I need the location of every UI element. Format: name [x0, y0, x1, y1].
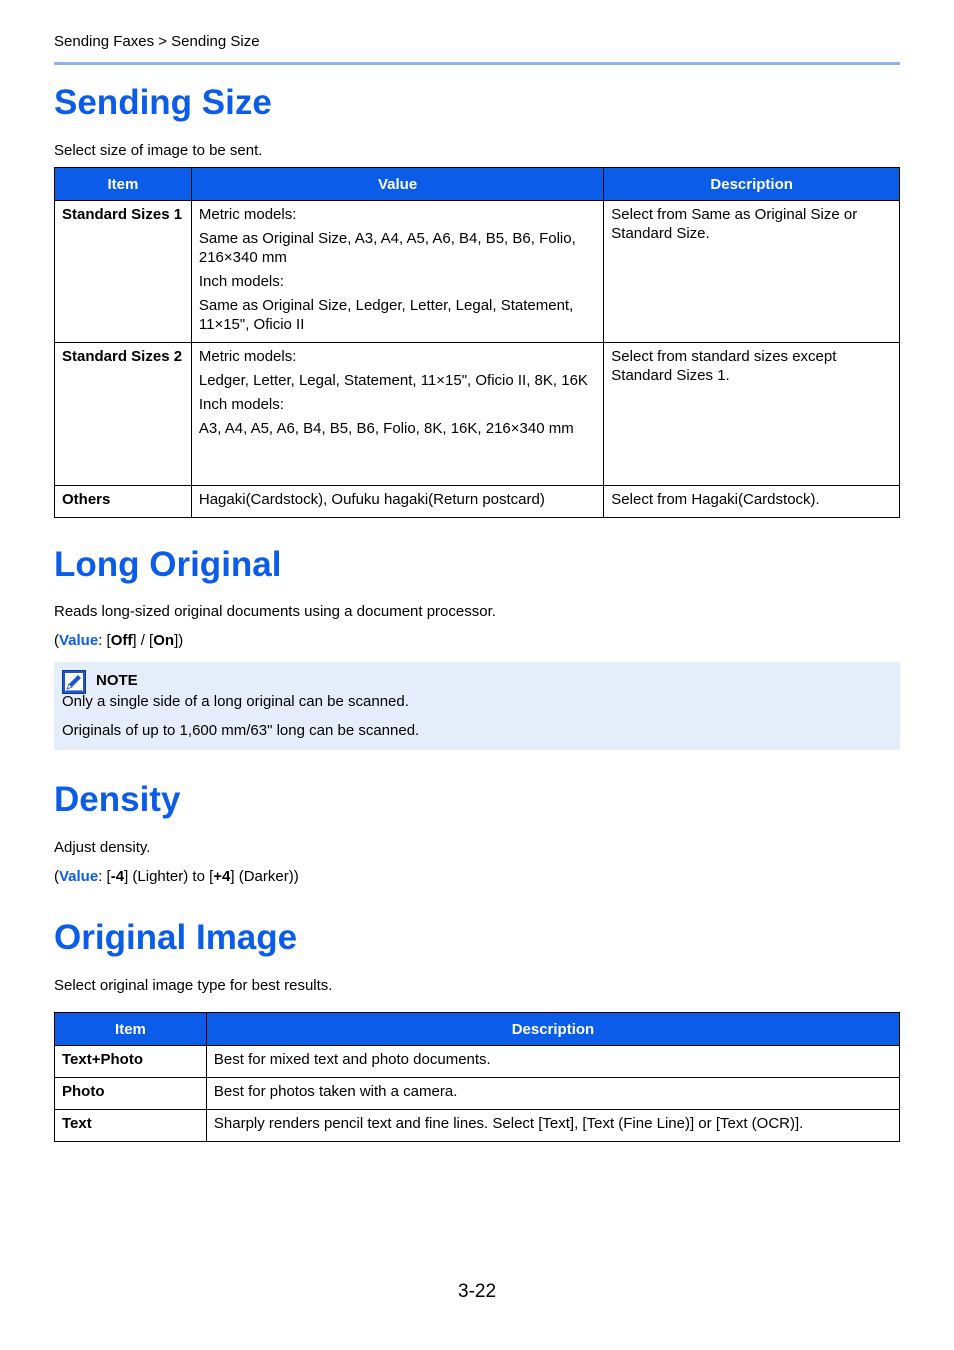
- value-line: Inch models:: [198, 273, 284, 290]
- original-image-heading: Original Image: [54, 918, 298, 957]
- row-item: Others: [55, 486, 192, 518]
- row-description: Select from Same as Original Size or Standard Size.: [604, 201, 900, 343]
- value-line: Inch models:: [198, 396, 284, 413]
- row-value: [191, 201, 603, 343]
- row-description: Sharply renders pencil text and fine lines. Select [Text], [Text (Fine Line)] or [Text (OCR)].: [206, 1110, 899, 1142]
- sending-size-table: [54, 167, 900, 518]
- row-description: Best for mixed text and photo documents.: [206, 1046, 899, 1078]
- note-line: Only a single side of a long original can be scanned.: [62, 693, 409, 710]
- density-intro: Adjust density.: [54, 839, 151, 856]
- long-original-intro: Reads long-sized original documents using a document processor.: [54, 603, 496, 620]
- density-min: -4: [110, 868, 125, 885]
- column-header-item: Item: [55, 1013, 207, 1046]
- original-image-intro: Select original image type for best results.: [54, 977, 333, 994]
- value-on: On: [153, 632, 175, 649]
- table-row: [55, 343, 900, 486]
- note-box: [54, 662, 900, 750]
- value-line: Metric models:: [198, 206, 297, 223]
- value-keyword: Value: [59, 868, 99, 885]
- density-max-label: (Darker): [238, 868, 294, 885]
- value-line: A3, A4, A5, A6, B4, B5, B6, Folio, 8K, 16K, 216×340 mm: [198, 420, 574, 437]
- table-row: [55, 1078, 900, 1110]
- sending-size-intro: Select size of image to be sent.: [54, 142, 263, 159]
- page-number: 3-22: [458, 1281, 497, 1302]
- value-off: Off: [110, 632, 133, 649]
- value-keyword: Value: [59, 632, 99, 649]
- row-value: Hagaki(Cardstock), Oufuku hagaki(Return postcard): [191, 486, 603, 518]
- density-max: +4: [213, 868, 231, 885]
- column-header-item: Item: [55, 168, 192, 201]
- row-item: Text+Photo: [55, 1046, 207, 1078]
- value-line: Ledger, Letter, Legal, Statement, 11×15", Oficio II, 8K, 16K: [198, 372, 588, 389]
- note-pencil-icon: [62, 670, 86, 694]
- row-description: Best for photos taken with a camera.: [206, 1078, 899, 1110]
- row-item: Standard Sizes 1: [55, 201, 192, 343]
- density-min-label: (Lighter): [132, 868, 189, 885]
- row-item: Photo: [55, 1078, 207, 1110]
- breadcrumb: Sending Faxes > Sending Size: [54, 33, 260, 50]
- original-image-table: [54, 1012, 900, 1142]
- table-row: [55, 201, 900, 343]
- row-item: Standard Sizes 2: [55, 343, 192, 486]
- long-original-value-line: (Value: [Off] / [On]): [54, 632, 184, 649]
- row-item: Text: [55, 1110, 207, 1142]
- row-description: Select from Hagaki(Cardstock).: [604, 486, 900, 518]
- column-header-description: Description: [604, 168, 900, 201]
- table-header-row: [55, 168, 900, 201]
- table-row: [55, 486, 900, 518]
- long-original-heading: Long Original: [54, 545, 282, 584]
- table-header-row: [55, 1013, 900, 1046]
- header-rule: [54, 62, 900, 65]
- density-heading: Density: [54, 780, 181, 819]
- value-line: Metric models:: [198, 348, 297, 365]
- note-title: NOTE: [96, 672, 138, 689]
- value-line: Same as Original Size, Ledger, Letter, Legal, Statement, 11×15", Oficio II: [198, 297, 574, 333]
- row-value: [191, 343, 603, 486]
- value-line: Same as Original Size, A3, A4, A5, A6, B4, B5, B6, Folio, 216×340 mm: [198, 230, 576, 266]
- row-description: Select from standard sizes except Standard Sizes 1.: [604, 343, 900, 486]
- column-header-description: Description: [206, 1013, 899, 1046]
- density-value-line: (Value: [-4] (Lighter) to [+4] (Darker)): [54, 868, 299, 885]
- sending-size-heading: Sending Size: [54, 83, 272, 122]
- note-line: Originals of up to 1,600 mm/63" long can be scanned.: [62, 722, 420, 739]
- table-row: [55, 1110, 900, 1142]
- table-row: [55, 1046, 900, 1078]
- column-header-value: Value: [191, 168, 603, 201]
